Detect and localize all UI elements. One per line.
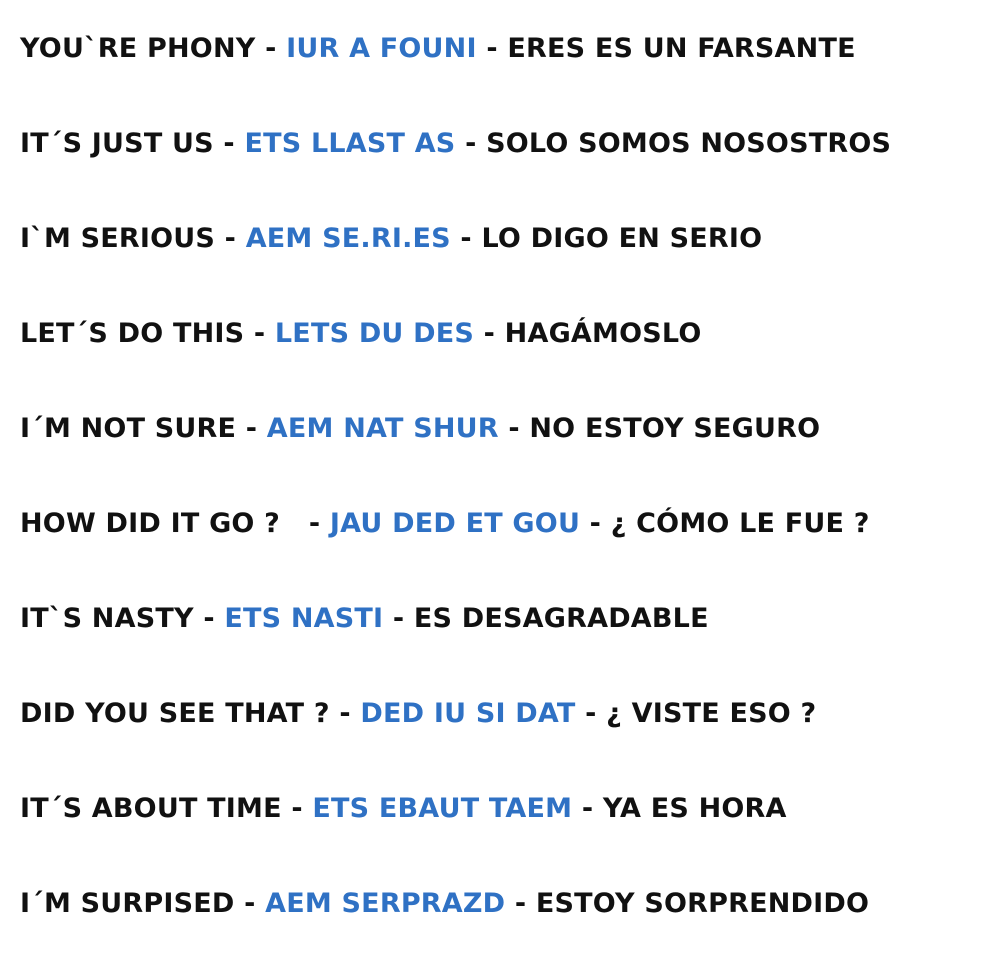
separator: - [213,128,245,159]
spanish-translation: NO ESTOY SEGURO [529,413,821,444]
separator: - [450,223,482,254]
pronunciation: AEM SE.RI.ES [245,223,451,254]
spanish-translation: SOLO SOMOS NOSOSTROS [486,128,892,159]
english-phrase: LET´S DO THIS [20,318,245,349]
separator: - [234,888,266,919]
spanish-translation: HAGÁMOSLO [504,318,702,349]
separator: - [498,413,530,444]
spanish-translation: ESTOY SORPRENDIDO [535,888,870,919]
spanish-translation: ¿ VISTE ESO ? [606,698,817,729]
english-phrase: I´M SURPISED [20,888,235,919]
english-phrase: YOU`RE PHONY [20,33,256,64]
phrase-row [20,122,980,217]
spanish-translation: ERES ES UN FARSANTE [507,33,856,64]
separator: - [244,318,275,349]
phrase-list [20,27,980,977]
separator: - [236,413,267,444]
separator: - [383,603,414,634]
pronunciation: IUR A FOUNI [286,33,477,64]
english-phrase: HOW DID IT GO ? [20,508,300,539]
pronunciation: DED IU SI DAT [360,698,576,729]
spanish-translation: ¿ CÓMO LE FUE ? [610,508,870,539]
english-phrase: I`M SERIOUS [20,223,216,254]
phrase-row [20,27,980,122]
separator: - [281,793,313,824]
pronunciation: JAU DED ET GOU [329,508,581,539]
separator: - [255,33,287,64]
phrase-row [20,502,980,597]
english-phrase: IT´S ABOUT TIME [20,793,282,824]
english-phrase: DID YOU SEE THAT ? [20,698,330,729]
phrase-row [20,312,980,407]
separator: - [329,698,361,729]
phrase-row [20,692,980,787]
separator: - [299,508,330,539]
spanish-translation: LO DIGO EN SERIO [481,223,763,254]
separator: - [215,223,246,254]
pronunciation: ETS EBAUT TAEM [312,793,573,824]
english-phrase: I´M NOT SURE [20,413,237,444]
phrase-row [20,407,980,502]
english-phrase: IT`S NASTY [20,603,194,634]
pronunciation: LETS DU DES [274,318,475,349]
separator: - [193,603,225,634]
spanish-translation: YA ES HORA [602,793,787,824]
english-phrase: IT´S JUST US [20,128,214,159]
separator: - [476,33,508,64]
separator: - [580,508,611,539]
pronunciation: AEM SERPRAZD [265,888,506,919]
separator: - [455,128,487,159]
separator: - [474,318,505,349]
separator: - [575,698,607,729]
phrase-row [20,597,980,692]
separator: - [572,793,603,824]
phrase-row [20,217,980,312]
separator: - [505,888,536,919]
spanish-translation: ES DESAGRADABLE [413,603,709,634]
phrase-row [20,787,980,882]
pronunciation: ETS LLAST AS [244,128,456,159]
phrase-row [20,882,980,977]
pronunciation: AEM NAT SHUR [266,413,499,444]
pronunciation: ETS NASTI [224,603,384,634]
